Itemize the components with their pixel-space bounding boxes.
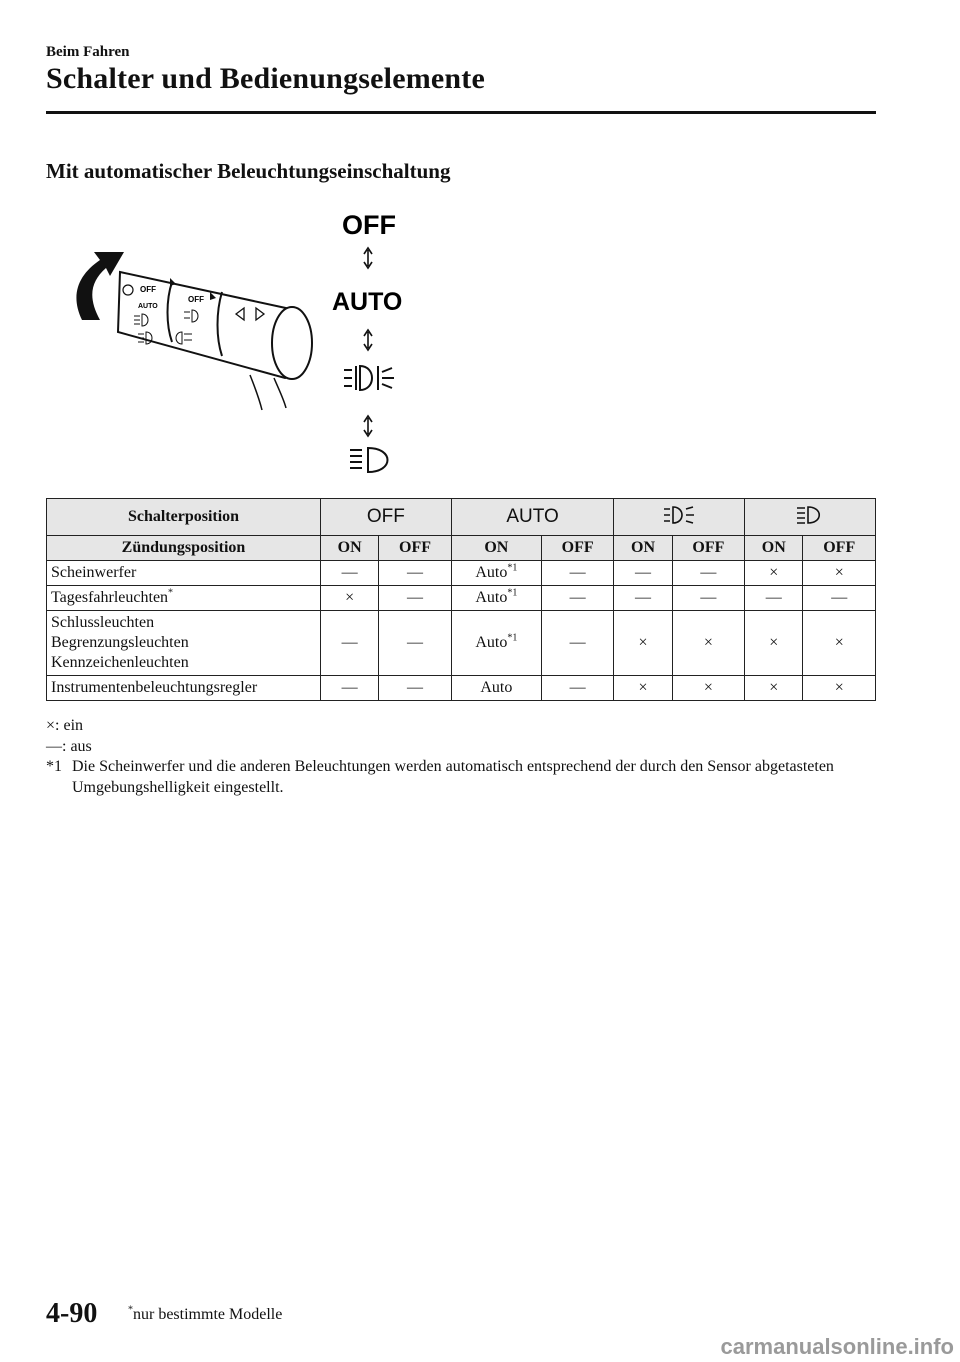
- stalk-knob: [272, 307, 312, 379]
- cell: —: [379, 586, 451, 611]
- headlight-icon: [795, 505, 825, 525]
- cell: —: [803, 586, 876, 611]
- arrow-auto-park-icon: [364, 330, 372, 350]
- row-label-line: Kennzeichenleuchten: [51, 654, 189, 671]
- rotation-arrow-icon: [76, 252, 124, 320]
- cell: Auto: [451, 676, 541, 701]
- ignition-state: OFF: [379, 536, 451, 561]
- parking-light-icon: [662, 505, 696, 525]
- cell: —: [541, 586, 613, 611]
- cell: —: [672, 561, 744, 586]
- cell: —: [379, 611, 451, 676]
- cell: ×: [672, 611, 744, 676]
- footnote-ref: *1: [507, 632, 518, 644]
- row-label-line: Begrenzungsleuchten: [51, 634, 189, 651]
- footnote-text: Die Scheinwerfer und die anderen Beleuchtungen werden automatisch entsprechend der durch den Sensor abgetasteten Umgebungshelligkeit eingestellt.: [72, 758, 834, 796]
- cell: ×: [803, 676, 876, 701]
- row-label-line: Schlussleuchten: [51, 614, 155, 631]
- table-header-row: [47, 499, 876, 536]
- table-notes: [46, 716, 876, 798]
- stalk-base: [250, 375, 286, 410]
- watermark: carmanualsonline.info: [720, 1334, 954, 1359]
- ignition-state: ON: [321, 536, 379, 561]
- footnote-key: *1: [46, 758, 62, 775]
- light-switch-illustration: [60, 200, 420, 490]
- ignition-state: OFF: [541, 536, 613, 561]
- row-label: Instrumentenbeleuchtungsregler: [47, 676, 321, 701]
- cell: —: [614, 561, 672, 586]
- section-label: Beim Fahren: [46, 44, 130, 60]
- title-rule: [46, 111, 876, 114]
- row-label: [47, 586, 321, 611]
- cell: ×: [614, 676, 672, 701]
- footnote-ref: *1: [507, 562, 518, 574]
- ignition-state: OFF: [672, 536, 744, 561]
- cell: —: [541, 611, 613, 676]
- legend-ein: ×: ein: [46, 717, 84, 734]
- table-header-label: Schalterposition: [47, 499, 321, 536]
- cell-text: Auto: [475, 589, 508, 606]
- light-switch-drawing: [60, 200, 420, 490]
- lighting-table: [46, 498, 876, 701]
- ignition-row: [47, 536, 876, 561]
- cell: —: [321, 561, 379, 586]
- optional-models-note: [128, 1306, 282, 1324]
- footnote: [46, 757, 876, 798]
- ignition-state: ON: [614, 536, 672, 561]
- arrow-off-auto-icon: [364, 248, 372, 268]
- cell: ×: [803, 561, 876, 586]
- cell: —: [379, 676, 451, 701]
- cell: [451, 561, 541, 586]
- table-row: [47, 611, 876, 676]
- arrow-park-head-icon: [364, 416, 372, 436]
- position-auto: AUTO: [451, 499, 614, 536]
- cell: ×: [614, 611, 672, 676]
- cell: ×: [321, 586, 379, 611]
- footnote-ref: *1: [507, 587, 518, 599]
- optional-mark: *: [168, 587, 174, 599]
- cell: —: [541, 676, 613, 701]
- cell: —: [541, 561, 613, 586]
- cell: —: [745, 586, 803, 611]
- cell-text: Auto: [475, 634, 508, 651]
- stalk-label-auto: AUTO: [138, 303, 158, 310]
- figure-label-off: OFF: [342, 210, 396, 240]
- cell: ×: [803, 611, 876, 676]
- stalk-label-off-1: OFF: [140, 285, 156, 294]
- ignition-state: ON: [451, 536, 541, 561]
- page-number: 4-90: [46, 1298, 98, 1329]
- table-row: [47, 561, 876, 586]
- optional-models-text: nur bestimmte Modelle: [133, 1306, 283, 1323]
- row-label: Scheinwerfer: [47, 561, 321, 586]
- headlight-icon: [350, 448, 388, 472]
- position-parking: [614, 499, 745, 536]
- subsection-title: Mit automatischer Beleuchtungseinschaltung: [46, 159, 451, 183]
- cell: —: [321, 676, 379, 701]
- cell: —: [379, 561, 451, 586]
- optional-mark: *: [128, 1304, 133, 1316]
- cell: —: [614, 586, 672, 611]
- ignition-state: OFF: [803, 536, 876, 561]
- table-row: [47, 676, 876, 701]
- row-label: [47, 611, 321, 676]
- cell: ×: [745, 611, 803, 676]
- cell: ×: [745, 561, 803, 586]
- row-label-text: Tagesfahrleuchten: [51, 589, 169, 606]
- legend-aus: —: aus: [46, 737, 92, 755]
- position-headlight: [745, 499, 876, 536]
- figure-label-auto: AUTO: [332, 288, 403, 316]
- stalk-label-off-2: OFF: [188, 295, 204, 304]
- cell: [451, 586, 541, 611]
- cell-text: Auto: [475, 564, 508, 581]
- ignition-label: Zündungsposition: [47, 536, 321, 561]
- cell: —: [672, 586, 744, 611]
- ignition-state: ON: [745, 536, 803, 561]
- cell: ×: [672, 676, 744, 701]
- cell: [451, 611, 541, 676]
- cell: ×: [745, 676, 803, 701]
- table-row: [47, 586, 876, 611]
- cell: —: [321, 611, 379, 676]
- position-off: OFF: [321, 499, 452, 536]
- page-title: Schalter und Bedienungselemente: [46, 62, 486, 95]
- parking-light-icon: [344, 366, 394, 390]
